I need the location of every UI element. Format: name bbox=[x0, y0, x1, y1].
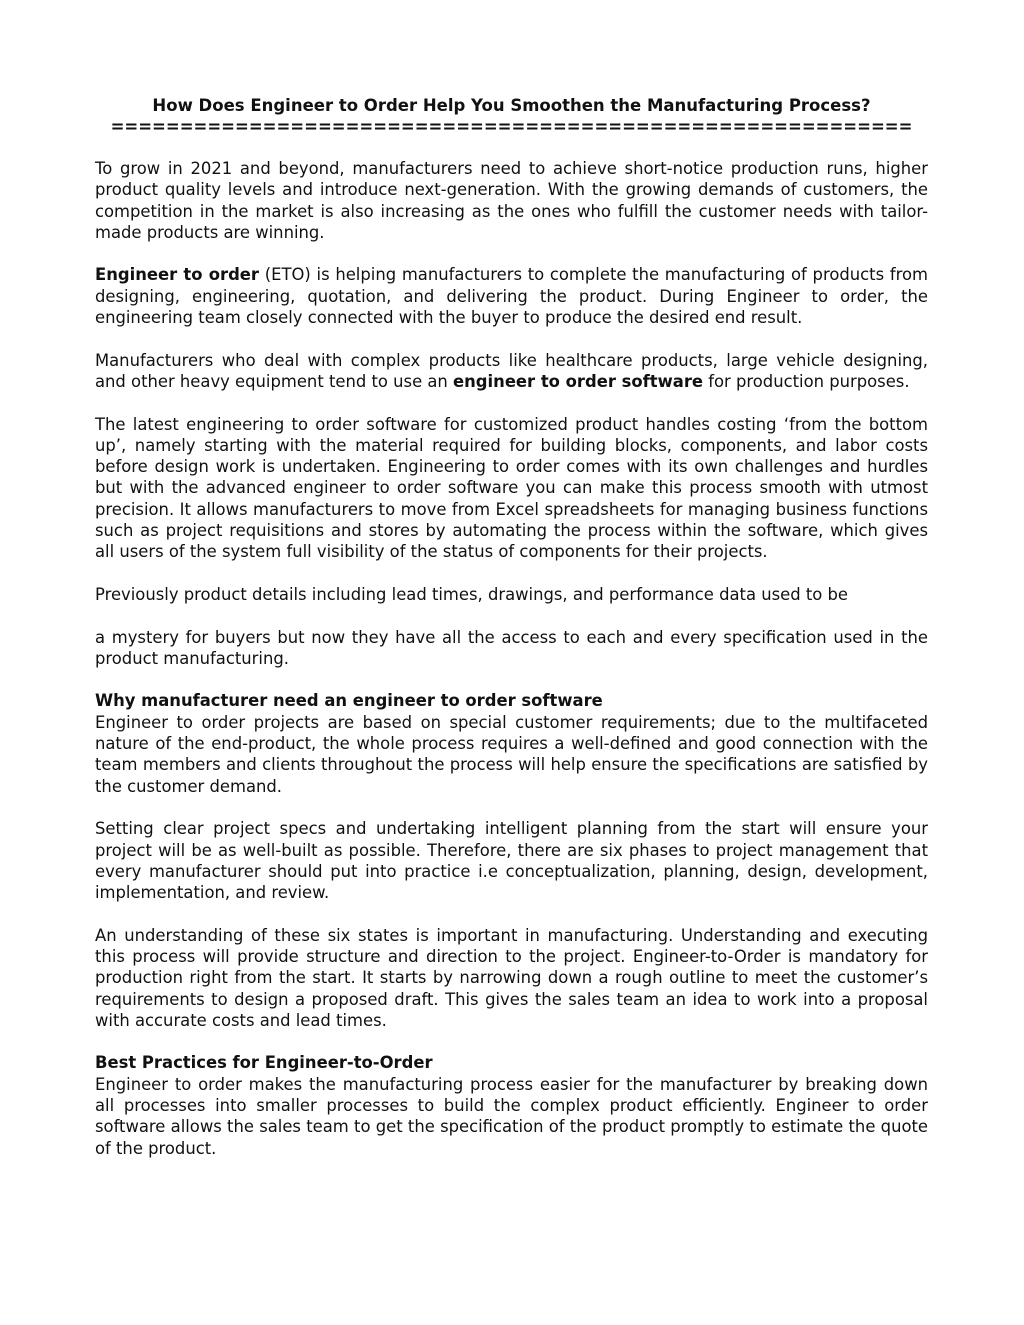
paragraph-intro: To grow in 2021 and beyond, manufacturers need to achieve short-notice production runs, higher product quality levels and introduce next-generation. With the growing demands of customers, the competition in the market is also increasing as the ones who fulfill the customer needs with tailor-made products are winning. bbox=[95, 159, 928, 242]
document-page bbox=[95, 95, 928, 1180]
paragraph-best-practices: Engineer to order makes the manufacturing process easier for the manufacturer by breaking down all processes into smaller processes to build the complex product efficiently. Engineer to order software allows the sales team to get the specification of the product promptly to estimate the quote of the product. bbox=[95, 1074, 928, 1158]
paragraph-eto-projects: Engineer to order projects are based on special customer requirements; due to the multifaceted nature of the end-product, the whole process requires a well-defined and good connection with the team members and clients throughout the process will help ensure the specifications are satisfied by the customer demand. bbox=[95, 712, 928, 796]
document-title: How Does Engineer to Order Help You Smoothen the Manufacturing Process? bbox=[152, 96, 871, 115]
bold-term-engineer-to-order: Engineer to order bbox=[95, 265, 260, 285]
paragraph-previously: Previously product details including lead times, drawings, and performance data used to be bbox=[95, 584, 848, 604]
paragraph-complex-products-start: Manufacturers who deal with complex products like healthcare products, large vehicle designing, and other heavy equipment tend to use an bbox=[95, 350, 928, 391]
paragraph-complex-products-end: for production purposes. bbox=[703, 371, 910, 391]
heading-why-need-eto: Why manufacturer need an engineer to order software bbox=[95, 691, 603, 711]
title-underline-rule: ========================================================== bbox=[110, 117, 913, 136]
paragraph-eto-definition bbox=[95, 264, 928, 328]
heading-best-practices: Best Practices for Engineer-to-Order bbox=[95, 1053, 433, 1073]
paragraph-latest-software: The latest engineering to order software for customized product handles costing ‘from the bottom up’, namely starting with the material required for building blocks, components, and labor costs before design work is undertaken. Engineering to order comes with its own challenges and hurdles but with the advanced engineer to order software you can make this process smooth with utmost precision. It allows manufacturers to move from Excel spreadsheets for managing business functions such as project requisitions and stores by automating the process within the software, which gives all users of the system full visibility of the status of components for their projects. bbox=[95, 414, 928, 562]
paragraph-project-specs: Setting clear project specs and undertaking intelligent planning from the start will ensure your project will be as well-built as possible. Therefore, there are six phases to project management that every manufacturer should put into practice i.e conceptualization, planning, design, development, implementation, and review. bbox=[95, 819, 928, 903]
paragraph-mystery: a mystery for buyers but now they have all the access to each and every specification used in the product manufacturing. bbox=[95, 627, 928, 668]
paragraph-complex-products bbox=[95, 350, 928, 393]
paragraph-six-states: An understanding of these six states is important in manufacturing. Understanding and executing this process will provide structure and direction to the project. Engineer-to-Order is mandatory for production right from the start. It starts by narrowing down a rough outline to meet the customer’s requirements to design a proposed draft. This gives the sales team an idea to work into a proposal with accurate costs and lead times. bbox=[95, 925, 928, 1030]
paragraph-eto-definition-text: (ETO) is helping manufacturers to complete the manufacturing of products from designing, engineering, quotation, and delivering the product. During Engineer to order, the engineering team closely connected with the buyer to produce the desired end result. bbox=[95, 265, 928, 328]
bold-term-eto-software: engineer to order software bbox=[453, 371, 704, 391]
